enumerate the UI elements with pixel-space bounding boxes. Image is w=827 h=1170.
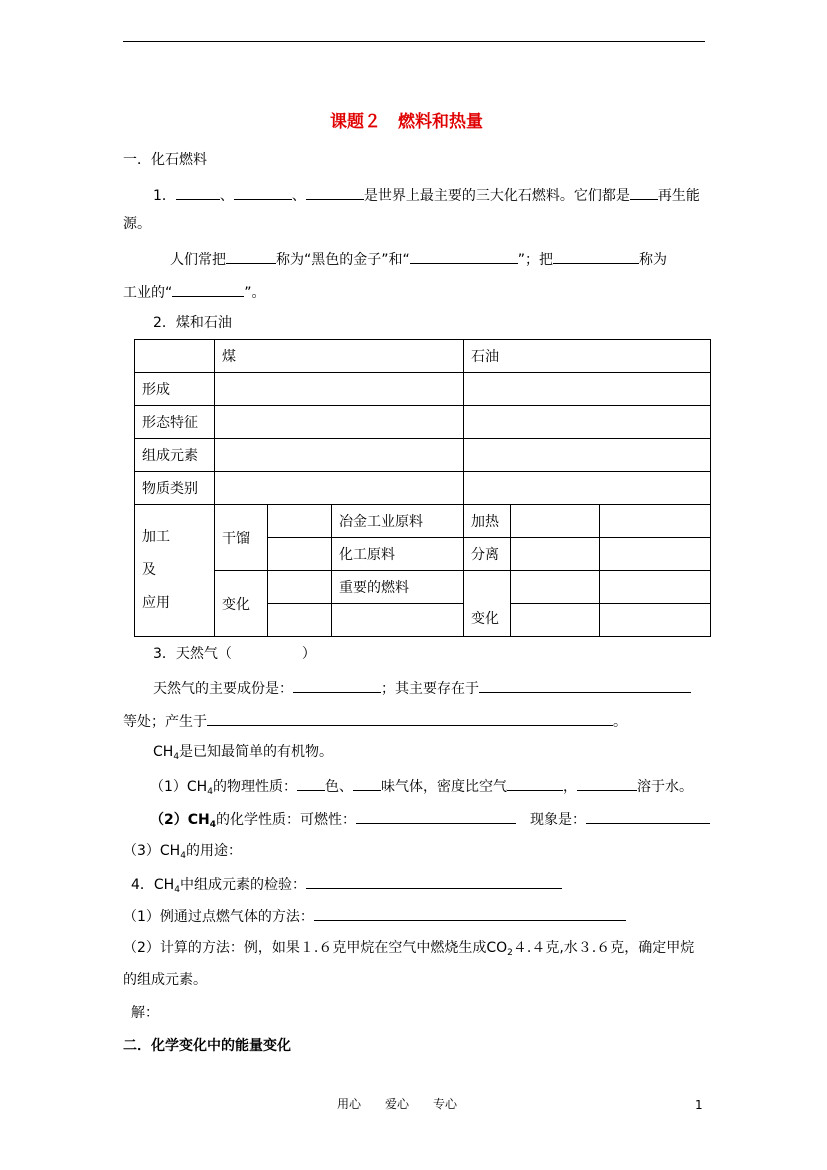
black-gold-line2	[123, 282, 266, 302]
oil-process-heating: 加热	[464, 505, 511, 538]
column-header-coal: 煤	[215, 340, 464, 373]
answer-cell[interactable]	[464, 373, 711, 406]
page-number: 1	[695, 1098, 703, 1112]
answer-blank[interactable]	[410, 249, 518, 264]
answer-blank[interactable]	[507, 776, 563, 791]
methane-physical-properties	[150, 776, 693, 796]
answer-blank[interactable]	[234, 185, 292, 200]
answer-blank[interactable]	[479, 678, 691, 693]
answer-cell[interactable]	[464, 406, 711, 439]
answer-cell[interactable]	[511, 538, 600, 571]
answer-blank[interactable]	[176, 185, 220, 200]
processing-label-line: 加工	[142, 529, 170, 545]
coal-oil-table	[134, 339, 711, 637]
answer-blank[interactable]	[353, 776, 381, 791]
header-rule	[123, 41, 705, 42]
question-text: ”；把	[517, 252, 554, 268]
answer-cell[interactable]	[511, 604, 600, 637]
formula-subscript: 4	[180, 851, 186, 861]
question-text: 称为“黑色的金子”和“	[276, 252, 410, 268]
oil-process-change: 变化	[464, 571, 511, 637]
answer-cell[interactable]	[268, 505, 332, 538]
question-text: 溶于水。	[636, 779, 693, 795]
table-corner-cell	[135, 340, 215, 373]
processing-label-line: 应用	[142, 595, 170, 611]
row-label-elements: 组成元素	[135, 439, 215, 472]
answer-blank[interactable]	[306, 185, 364, 200]
question-text: 人们常把	[170, 252, 226, 268]
answer-blank[interactable]	[207, 711, 613, 726]
question-text: ；其主要存在于	[381, 681, 479, 697]
formula-text: 4．CH	[131, 877, 175, 893]
formula-subscript: 4	[207, 787, 213, 797]
formula-text: （1）CH	[150, 779, 208, 795]
coal-oil-heading: 2．煤和石油	[153, 315, 232, 331]
question-text: 工业的“	[123, 285, 173, 301]
question-text: 是已知最简单的有机物。	[179, 744, 334, 760]
answer-blank[interactable]	[630, 185, 658, 200]
question-text: 。	[613, 714, 627, 730]
formula-subscript: 4	[209, 820, 216, 830]
answer-cell[interactable]	[268, 571, 332, 604]
calculation-method-line1	[123, 939, 694, 957]
answer-blank[interactable]	[314, 906, 626, 921]
answer-cell[interactable]	[600, 604, 711, 637]
answer-blank[interactable]	[586, 809, 710, 824]
coal-process-change: 变化	[215, 571, 268, 637]
question-text: 的物理性质：	[212, 779, 297, 795]
answer-cell[interactable]	[215, 439, 464, 472]
answer-cell[interactable]	[215, 373, 464, 406]
question-text: 现象是：	[516, 812, 586, 828]
separator: 、	[219, 188, 234, 204]
answer-cell[interactable]	[215, 472, 464, 505]
combustion-method	[123, 906, 626, 926]
question-text: 的化学性质：可燃性：	[216, 812, 356, 828]
answer-cell[interactable]	[600, 538, 711, 571]
question-text: 天然气的主要成份是：	[153, 681, 293, 697]
row-label-processing	[135, 505, 215, 637]
question-text: ，	[562, 779, 577, 795]
question-text: 再生能	[657, 188, 700, 204]
answer-blank[interactable]	[577, 776, 637, 791]
methane-uses	[123, 842, 242, 860]
item-number: 1．	[153, 188, 176, 204]
answer-cell[interactable]	[600, 571, 711, 604]
separator: 、	[291, 188, 306, 204]
oil-process-separation: 分离	[464, 538, 511, 571]
formula-text: （2）CH	[150, 812, 210, 828]
row-label-category: 物质类别	[135, 472, 215, 505]
question-text: 称为	[639, 252, 668, 268]
column-header-oil: 石油	[464, 340, 711, 373]
calculation-method-line2: 的组成元素。	[123, 972, 207, 988]
black-gold-line1	[170, 249, 667, 269]
answer-cell[interactable]	[268, 604, 332, 637]
element-test-heading	[131, 874, 562, 894]
answer-cell[interactable]	[511, 571, 600, 604]
coal-use-chemical: 化工原料	[332, 538, 464, 571]
natural-gas-line2	[123, 711, 627, 731]
formula-subscript: 4	[174, 885, 180, 895]
answer-cell[interactable]	[600, 505, 711, 538]
methane-intro	[153, 743, 333, 761]
question-text: 味气体，密度比空气	[380, 779, 507, 795]
fuel-question-line2: 源。	[123, 216, 151, 232]
question-text: ４.４克,水３.６克，确定甲烷	[512, 940, 695, 956]
formula-text: （3）CH	[123, 843, 181, 859]
coal-use-fuel: 重要的燃料	[332, 571, 464, 604]
row-label-morphology: 形态特征	[135, 406, 215, 439]
coal-process-dry-distillation: 干馏	[215, 505, 268, 571]
answer-cell[interactable]	[464, 472, 711, 505]
answer-cell[interactable]	[215, 406, 464, 439]
answer-blank[interactable]	[297, 776, 325, 791]
section-heading-energy-change: 二．化学变化中的能量变化	[123, 1038, 291, 1054]
answer-cell[interactable]	[511, 505, 600, 538]
answer-blank[interactable]	[293, 678, 381, 693]
natural-gas-line1	[153, 678, 691, 698]
answer-label: 解：	[131, 1005, 159, 1021]
fuel-question-line1	[153, 185, 700, 205]
question-text: （1）例通过点燃气体的方法：	[123, 909, 314, 925]
answer-cell[interactable]	[268, 538, 332, 571]
formula-subscript: 2	[507, 948, 513, 958]
section-heading-fossil-fuels: 一．化石燃料	[123, 152, 207, 168]
answer-cell[interactable]	[332, 604, 464, 637]
methane-chemical-properties	[150, 809, 710, 829]
question-text: 等处；产生于	[123, 714, 207, 730]
row-label-formation: 形成	[135, 373, 215, 406]
question-text: （2）计算的方法：例，如果１.６克甲烷在空气中燃烧生成	[123, 940, 487, 956]
answer-blank[interactable]	[553, 249, 639, 264]
formula-subscript: 4	[173, 752, 180, 762]
question-text: 色、	[324, 779, 353, 795]
answer-blank[interactable]	[356, 809, 516, 824]
page-title: 课题２ 燃料和热量	[330, 112, 483, 132]
question-text: 中组成元素的检验：	[179, 877, 306, 893]
question-text: 的用途：	[185, 843, 242, 859]
answer-blank[interactable]	[226, 249, 276, 264]
coal-use-metallurgy: 冶金工业原料	[332, 505, 464, 538]
answer-blank[interactable]	[306, 874, 562, 889]
answer-cell[interactable]	[464, 439, 711, 472]
processing-label-line: 及	[142, 562, 156, 578]
answer-blank[interactable]	[172, 282, 244, 297]
formula-text: CH	[153, 744, 174, 760]
natural-gas-heading: 3．天然气（ ）	[153, 646, 316, 662]
question-text: 是世界上最主要的三大化石燃料。它们都是	[363, 188, 630, 204]
question-text: ”。	[244, 285, 266, 301]
formula-text: CO	[486, 940, 508, 956]
footer-motto: 用心 爱心 专心	[337, 1097, 458, 1111]
